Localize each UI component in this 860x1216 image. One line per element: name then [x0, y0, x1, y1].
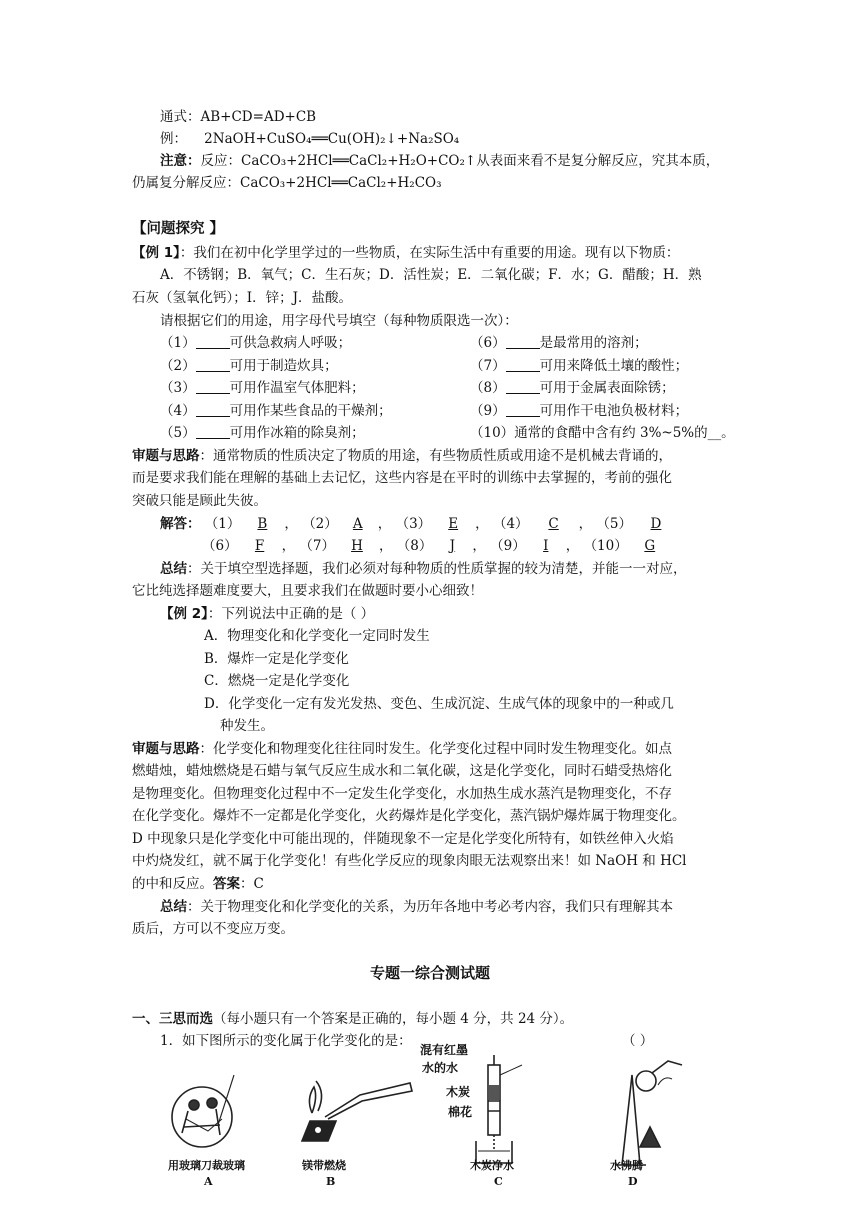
figure-label-cotton: 棉花	[448, 1105, 473, 1119]
figure-letter-b: B	[326, 1175, 336, 1188]
example2-summary-1	[160, 896, 673, 918]
item-left-4	[160, 400, 392, 422]
example2-option-c: C．燃烧一定是化学变化	[204, 673, 350, 689]
figure-label-ink-1: 混有红墨	[420, 1043, 469, 1057]
item-text: 可用于制造炊具；	[229, 358, 338, 374]
example2-analysis-5: D 中现象只是化学变化中可能出现的，伴随现象不一定是化学变化所特有，如铁丝伸入火焰	[132, 831, 674, 847]
example2-analysis-1	[132, 738, 672, 760]
answer-value: J	[449, 538, 456, 554]
figure-b-magnesium-burning	[302, 1081, 412, 1141]
item-num: （7）	[470, 358, 506, 374]
item-left-3	[160, 377, 365, 399]
example1-answers-row-2: （6） F ， （7） H ， （8） J ， （9） I ， （10） G	[202, 535, 672, 557]
answer-num: （2）	[302, 516, 338, 532]
answer-value: G	[644, 538, 656, 554]
item-text: 可用作温室气体肥料；	[229, 380, 365, 396]
item-text: 可用作冰箱的除臭剂；	[229, 425, 365, 441]
example2-option-b: B．爆炸一定是化学变化	[204, 651, 349, 667]
answer-blank	[506, 357, 540, 372]
summary-label: 总结	[160, 561, 187, 577]
section-heading: 【问题探究 】	[132, 221, 225, 237]
example2-summary-2: 质后，方可以不变应万变。	[132, 921, 294, 937]
general-label: 通式：	[160, 109, 201, 125]
answer-value: B	[257, 516, 268, 532]
example2-option-a: A．物理变化和化学变化一定同时发生	[204, 628, 430, 644]
answer-label: 答案	[213, 876, 240, 892]
question-1-paren: （ ）	[622, 1033, 654, 1049]
item-text: 可用于金属表面除锈；	[539, 380, 675, 396]
example2-analysis-4: 在化学变化。爆炸不一定都是化学变化，火药爆炸是化学变化，蒸汽锅炉爆炸属于物理变化。	[132, 808, 686, 824]
answer-num: （8）	[396, 538, 433, 554]
answer-blank	[196, 379, 230, 394]
analysis-label: 审题与思路	[132, 448, 200, 464]
analysis-text: ：通常物质的性质决定了物质的用途，有些物质性质或用途不是机械去背诵的，	[199, 448, 672, 464]
example1-label: 【例 1】	[132, 245, 180, 261]
answer-blank	[196, 424, 230, 439]
answer-blank	[196, 402, 230, 417]
analysis-text: ：化学变化和物理变化往往同时发生。化学变化过程中同时发生物理变化。如点	[199, 741, 672, 757]
example1-intro: ：我们在初中化学里学过的一些物质，在实际生活中有重要的用途。现有以下物质：	[179, 245, 680, 261]
answer-value: A	[352, 516, 363, 532]
answer-num: （4）	[492, 516, 529, 532]
item-num: （8）	[470, 380, 506, 396]
item-right-7	[470, 355, 688, 377]
item-right-10	[470, 422, 735, 444]
question-1: 1．如下图所示的变化属于化学变化的是：	[160, 1033, 412, 1049]
answer-num: （5）	[596, 516, 632, 532]
item-text: 可用作干电池负极材料；	[539, 403, 689, 419]
item-left-5	[160, 422, 365, 444]
figure-letter-d: D	[628, 1175, 638, 1188]
example1-options-2: 石灰（氢氧化钙）；I．锌；J．盐酸。	[132, 290, 352, 306]
summary-text: ：关于填空型选择题，我们必须对每种物质的性质掌握的较为清楚，并能一一对应，	[187, 561, 687, 577]
figure-caption-d: 水沸腾	[610, 1159, 643, 1172]
example2-analysis-6: 中灼烧发红，就不属于化学变化！有些化学反应的现象肉眼无法观察出来！如 NaOH 和 HCl	[132, 853, 687, 869]
figure-caption-a: 用玻璃刀裁玻璃	[168, 1159, 245, 1172]
answer-num: （7）	[299, 538, 335, 554]
part1-note: （每小题只有一个答案是正确的，每小题 4 分，共 24 分）。	[213, 1011, 574, 1027]
example2-option-d: D．化学变化一定有发光发热、变色、生成沉淀、生成气体的现象中的一种或几	[204, 696, 674, 712]
item-num: （6）	[470, 335, 506, 351]
figure-c-charcoal-filter	[476, 1055, 522, 1163]
general-formula-line	[160, 106, 316, 128]
item-right-8	[470, 377, 675, 399]
answer-value: I	[543, 538, 549, 554]
answer-num: （10）	[583, 538, 628, 554]
example2-analysis-3: 是物理变化。但物理变化过程中不一定发生化学变化，水加热生成水蒸汽是物理变化，不存	[132, 786, 672, 802]
figure-label-ink-2: 水的水	[422, 1061, 459, 1075]
analysis-text: 的中和反应。	[132, 876, 213, 892]
question-text: ：下列说法中正确的是（ ）	[207, 606, 375, 622]
item-num: （5）	[160, 425, 196, 441]
example1-instruction: 请根据它们的用途，用字母代号填空（每种物质限选一次）：	[160, 313, 518, 329]
item-num: （1）	[160, 335, 196, 351]
example1-analysis-1	[132, 445, 672, 467]
answer-label: 解答：	[160, 516, 201, 532]
answer-blank	[506, 334, 540, 349]
item-text: 可供急救病人呼吸；	[229, 335, 352, 351]
note-line-2: 仍属复分解反应：CaCO₃+2HCl══CaCl₂+H₂CO₃	[132, 175, 442, 191]
item-text: 是最常用的溶剂；	[539, 335, 648, 351]
example-label: 例：	[160, 131, 187, 147]
answer-num: （6）	[202, 538, 238, 554]
example1-answers-row-1: 解答： （1） B ， （2） A ， （3） E ， （4） C ， （5） D	[160, 513, 680, 535]
answer-value: F	[254, 538, 265, 554]
answer-num: （9）	[490, 538, 526, 554]
example2-analysis-2: 燃蜡烛，蜡烛燃烧是石蜡与氧气反应生成水和二氧化碳，这是化学变化，同时石蜡受热熔化	[132, 763, 672, 779]
answer-num: （3）	[395, 516, 432, 532]
example2-option-d-cont: 种发生。	[220, 718, 274, 734]
general-formula: AB+CD=AD+CB	[200, 109, 317, 125]
answer-value: D	[650, 516, 662, 532]
figure-caption-c: 木炭净水	[470, 1159, 514, 1172]
question-1-figure	[160, 1043, 720, 1200]
answer-blank	[196, 357, 230, 372]
example-formula: 2NaOH+CuSO₄══Cu(OH)₂↓+Na₂SO₄	[204, 131, 460, 147]
item-num: （9）	[470, 403, 506, 419]
example1-analysis-2: 而是要求我们能在理解的基础上去记忆，这些内容是在平时的训练中去掌握的，考前的强化	[132, 470, 672, 486]
example2-analysis-7	[132, 873, 264, 895]
figure-letter-a: A	[204, 1175, 213, 1188]
answer-blank	[506, 379, 540, 394]
answer-value: ：C	[240, 876, 264, 892]
figure-caption-b: 镁带燃烧	[302, 1159, 346, 1172]
item-right-9	[470, 400, 688, 422]
part1-heading-line	[132, 1008, 573, 1030]
note-line-1	[160, 150, 719, 172]
answer-value: E	[448, 516, 459, 532]
example1-analysis-3: 突破只能是顾此失彼。	[132, 493, 267, 509]
example1-options-1: A．不锈钢；B．氧气；C．生石灰；D．活性炭；E．二氧化碳；F．水；G．醋酸；H．熟	[160, 267, 702, 283]
note-label: 注意：	[160, 153, 201, 169]
item-text: 通常的食醋中含有约 3%~5%的__。	[514, 425, 735, 441]
analysis-label: 审题与思路	[132, 741, 200, 757]
example1-summary-2: 它比纯选择题难度要大，且要求我们在做题时要小心细致！	[132, 583, 483, 599]
item-right-6	[470, 332, 648, 354]
answer-blank	[196, 334, 230, 349]
answer-value: H	[351, 538, 363, 554]
item-num: （4）	[160, 403, 196, 419]
example1-summary-1	[160, 558, 687, 580]
item-num: （3）	[160, 380, 196, 396]
example-formula-line	[160, 128, 459, 150]
summary-label: 总结	[160, 899, 187, 915]
item-text: 可用来降低土壤的酸性；	[539, 358, 689, 374]
example2-label: 【例 2】	[160, 606, 208, 622]
item-left-1	[160, 332, 351, 354]
summary-text: ：关于物理变化和化学变化的关系，为历年各地中考必考内容，我们只有理解其本	[187, 899, 673, 915]
item-num: （2）	[160, 358, 196, 374]
example1-intro-line	[132, 242, 679, 264]
test-title: 专题一综合测试题	[369, 964, 490, 982]
item-left-2	[160, 355, 338, 377]
item-num: （10）	[470, 425, 515, 441]
figure-label-charcoal: 木炭	[446, 1085, 471, 1099]
item-text: 可用作某些食品的干燥剂；	[229, 403, 392, 419]
figure-a-cutting-glass	[172, 1075, 234, 1147]
part1-heading: 一、三思而选	[132, 1011, 213, 1027]
answer-num: （1）	[204, 516, 241, 532]
answer-blank	[506, 402, 540, 417]
answer-value: C	[548, 516, 559, 532]
figure-d-boiling-water	[616, 1061, 682, 1165]
figure-letter-c: C	[494, 1175, 503, 1188]
example2-question	[160, 603, 374, 625]
note-text-1: 反应：CaCO₃+2HCl══CaCl₂+H₂O+CO₂↑从表面来看不是复分解反应，究其本质，	[200, 153, 720, 169]
